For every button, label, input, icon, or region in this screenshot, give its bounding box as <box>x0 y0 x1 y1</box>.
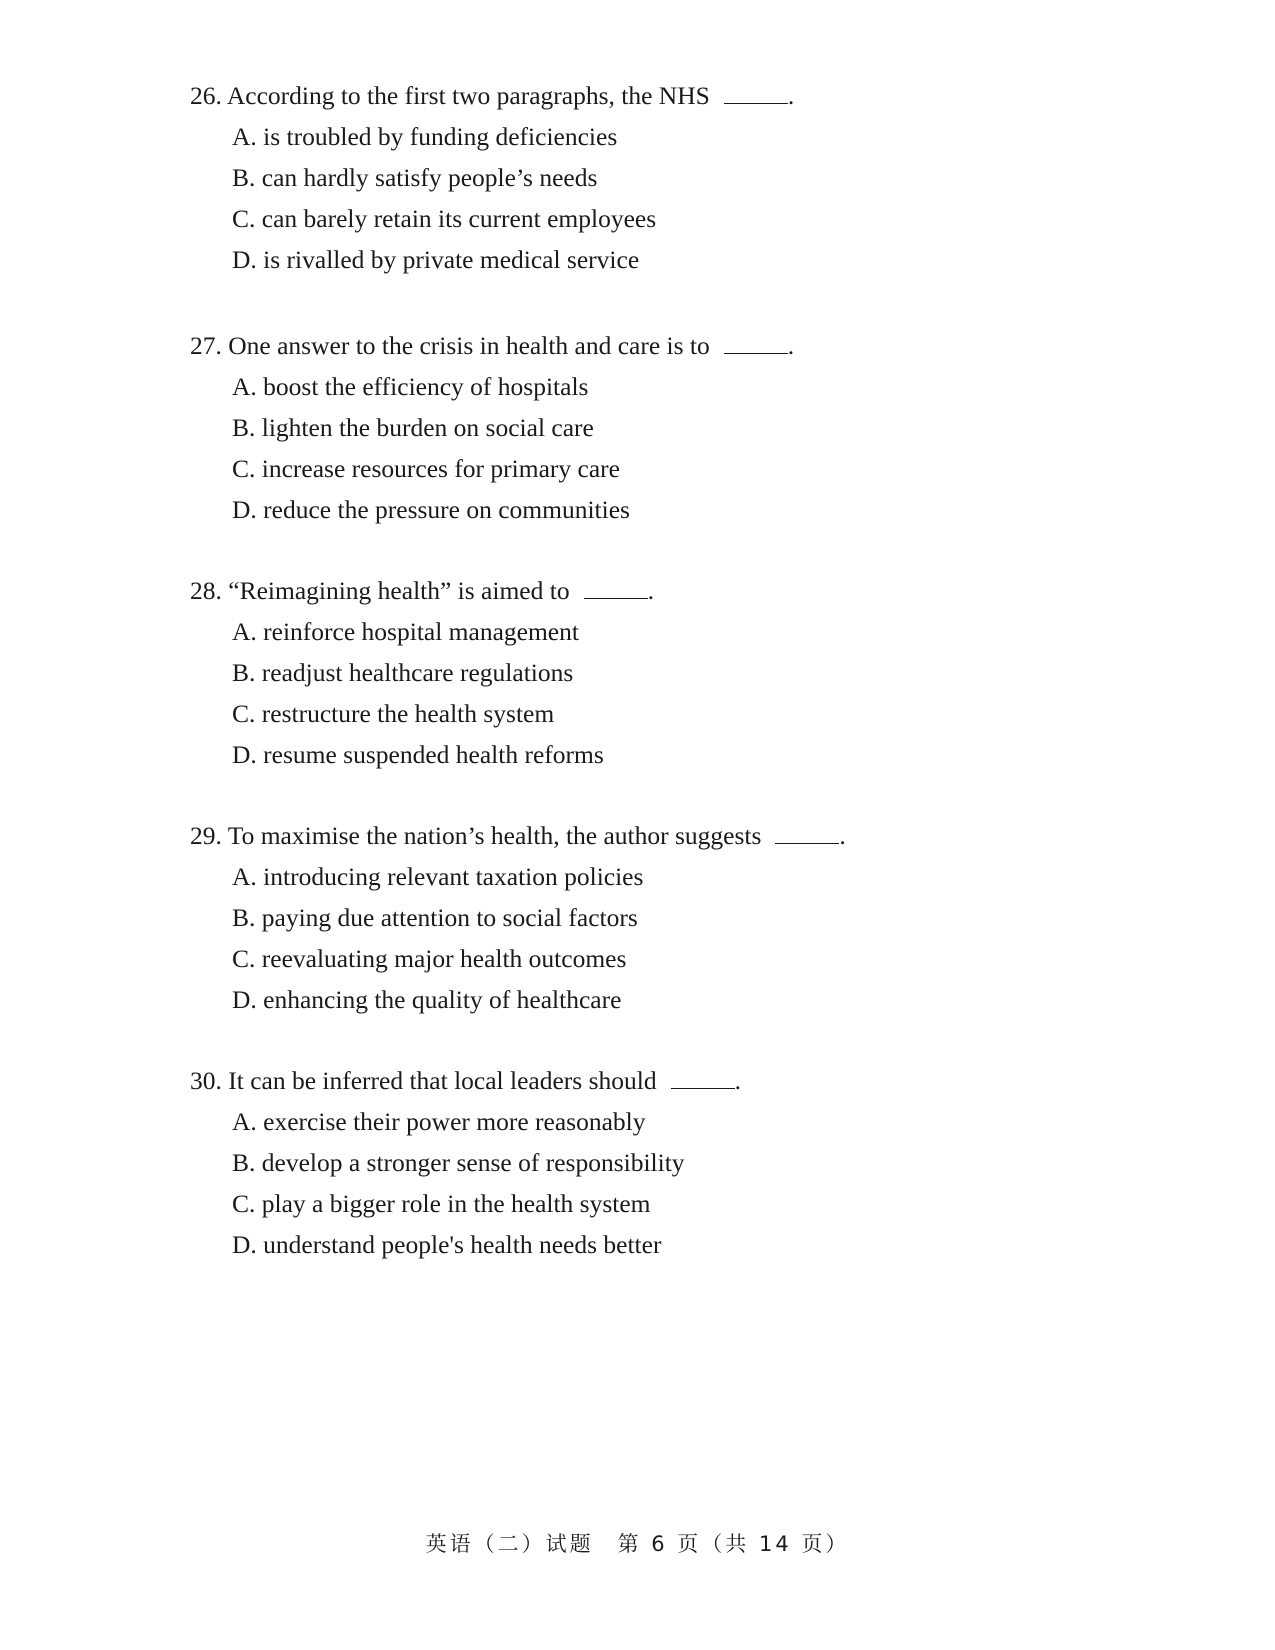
question-text: It can be inferred that local leaders should <box>228 1066 657 1095</box>
option-a: A. introducing relevant taxation policies <box>232 862 644 891</box>
answer-blank <box>671 1066 735 1089</box>
question-number: 26. <box>190 81 222 110</box>
option-b: B. lighten the burden on social care <box>232 413 594 442</box>
question-text: One answer to the crisis in health and care is to <box>228 331 710 360</box>
option-b: B. paying due attention to social factors <box>232 903 638 932</box>
option-c: C. reevaluating major health outcomes <box>232 944 627 973</box>
page-footer: 英语（二）试题 第 6 页（共 14 页） <box>425 1532 850 1556</box>
option-b: B. readjust healthcare regulations <box>232 658 574 687</box>
option-d: D. enhancing the quality of healthcare <box>232 985 622 1014</box>
question-29 <box>190 816 1090 1020</box>
question-28 <box>190 571 1090 775</box>
option-c: C. play a bigger role in the health system <box>232 1189 651 1218</box>
answer-blank <box>724 81 788 104</box>
question-stem <box>190 1061 1090 1101</box>
question-end: . <box>787 81 795 110</box>
option-a: A. exercise their power more reasonably <box>232 1107 646 1136</box>
question-stem <box>190 76 1090 116</box>
option-d: D. resume suspended health reforms <box>232 740 604 769</box>
question-end: . <box>839 821 846 850</box>
question-number: 28. <box>190 576 222 605</box>
option-d: D. reduce the pressure on communities <box>232 495 630 524</box>
option-b: B. develop a stronger sense of responsibility <box>232 1148 685 1177</box>
question-end: . <box>787 331 795 360</box>
option-d: D. is rivalled by private medical service <box>232 245 640 274</box>
question-number: 27. <box>190 331 222 360</box>
question-stem <box>190 326 1090 366</box>
question-text: According to the first two paragraphs, the NHS <box>226 81 710 110</box>
option-b: B. can hardly satisfy people’s needs <box>232 163 598 192</box>
question-text: “Reimagining health” is aimed to <box>228 576 570 605</box>
option-c: C. can barely retain its current employees <box>232 204 657 233</box>
option-a: A. boost the efficiency of hospitals <box>232 372 589 401</box>
answer-blank <box>724 331 788 354</box>
question-26 <box>190 76 1090 280</box>
question-27 <box>190 326 1090 530</box>
question-stem <box>190 571 1090 611</box>
option-a: A. is troubled by funding deficiencies <box>232 122 618 151</box>
question-end: . <box>734 1066 741 1095</box>
option-d: D. understand people's health needs better <box>232 1230 662 1259</box>
question-number: 30. <box>190 1066 222 1095</box>
question-stem <box>190 816 1090 856</box>
option-c: C. restructure the health system <box>232 699 555 728</box>
option-c: C. increase resources for primary care <box>232 454 620 483</box>
question-number: 29. <box>190 821 222 850</box>
answer-blank <box>775 821 839 844</box>
question-text: To maximise the nation’s health, the author suggests <box>227 821 762 850</box>
question-30 <box>190 1061 1090 1265</box>
answer-blank <box>584 576 648 599</box>
question-end: . <box>647 576 654 605</box>
option-a: A. reinforce hospital management <box>232 617 579 646</box>
